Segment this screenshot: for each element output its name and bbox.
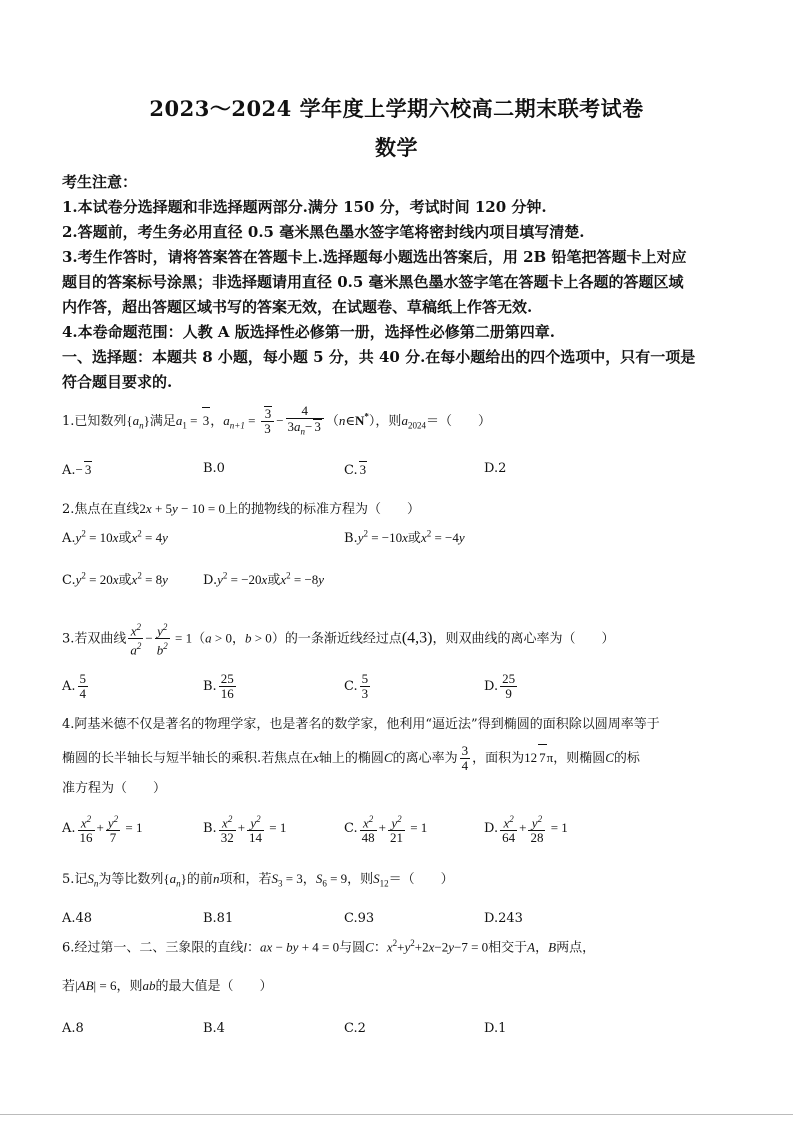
question-4-option-d[interactable]: D. $\frac{x^2}{64}$ + $\frac{y^2}{28}$ = 1	[484, 814, 568, 846]
question-6-line-2: 若|AB| = 6，则ab的最大值是（ ）	[62, 978, 273, 994]
question-4-option-a[interactable]: A. $\frac{x^2}{16}$ + $\frac{y^2}{7}$ = 1	[62, 814, 143, 846]
question-6-line-1: 6.经过第一、二、三象限的直线l：ax − by + 4 = 0与圆C：$x^2+y^2+2x-2y-7 = 0$相交于A，B两点，	[62, 938, 596, 956]
question-2-option-d[interactable]: $D.y^2 = -20x$或$x^2 = -8y$	[203, 570, 325, 588]
question-1-stem: 1.已知数列$\{a_n\}$满足$a_1 = 3$，$a_{n+1}$ = $\frac{3}{3}$ − $\frac{4}{3a_n- 3}$ （n∈N*），则$a_{2024}=$（ ）	[62, 403, 491, 437]
notice-item-4: 4.本卷命题范围：人教 A 版选择性必修第一册，选择性必修第二册第四章.	[62, 323, 555, 341]
question-4-line-1: 4.阿基米德不仅是著名的物理学家，也是著名的数学家，他利用“逼近法”得到椭圆的面积除以圆周率等于	[62, 717, 660, 732]
question-5-option-d[interactable]: D.243	[484, 911, 523, 926]
question-5-stem: 5.记$S_n$为等比数列$\{a_n\}$的前n项和，若$S_3 = 3$，$S_6 = 9$，则$S_{12}=$（ ）	[62, 871, 454, 889]
question-2-stem: 2.焦点在直线2x + 5y − 10 = 0上的抛物线的标准方程为（ ）	[62, 501, 420, 517]
question-3-option-c[interactable]: C. $\frac{5}{3}$	[344, 671, 369, 701]
question-1-option-c[interactable]: C. 3	[344, 462, 367, 478]
question-5-option-b[interactable]: B.81	[203, 911, 234, 926]
notice-item-3-line-1: 3.考生作答时，请将答案答在答题卡上.选择题每小题选出答案后，用 2B 铅笔把答题卡上对应	[62, 248, 687, 266]
question-6-option-a[interactable]: A.8	[62, 1021, 84, 1036]
question-3-stem: 3.若双曲线 $\frac{x^2}{a^2}$ − $\frac{y^2}{b^2}$ = 1（a > 0，b > 0）的一条渐近线经过点(4,3)，则双曲线的离心率为（ ）	[62, 622, 615, 658]
question-5-option-c[interactable]: C.93	[344, 911, 375, 926]
question-1-option-d[interactable]: D.2	[484, 461, 507, 476]
question-1-option-b[interactable]: B.0	[203, 461, 225, 476]
question-3-option-d[interactable]: D. $\frac{25}{9}$	[484, 671, 516, 701]
question-4-line-2: 椭圆的长半轴长与短半轴长的乘积.若焦点在x轴上的椭圆C的离心率为 $\frac{3}{4}$ ，面积为12 7π，则椭圆C的标	[62, 743, 640, 773]
notice-heading: 考生注意：	[62, 173, 138, 191]
subject-title: 数学	[375, 135, 418, 160]
question-5-option-a[interactable]: A.48	[62, 911, 93, 926]
notice-item-1: 1.本试卷分选择题和非选择题两部分.满分 150 分，考试时间 120 分钟.	[62, 198, 547, 216]
question-2-option-a[interactable]: $A.y^2 = 10x$或$x^2 = 4y$	[62, 528, 168, 546]
section-heading-line-1: 一、选择题：本题共 8 小题，每小题 5 分，共 40 分.在每小题给出的四个选项中，只有一项是	[62, 348, 696, 366]
question-4-line-3: 准方程为（ ）	[62, 781, 167, 796]
question-3-option-b[interactable]: B. $\frac{25}{16}$	[203, 671, 234, 701]
notice-item-3-line-3: 内作答，超出答题区域书写的答案无效，在试题卷、草稿纸上作答无效.	[62, 298, 533, 316]
exam-title: 2023～2024 学年度上学期六校高二期末联考试卷	[149, 96, 644, 121]
question-6-option-d[interactable]: D.1	[484, 1021, 507, 1036]
notice-item-2: 2.答题前，考生务必用直径 0.5 毫米黑色墨水签字笔将密封线内项目填写清楚.	[62, 223, 585, 241]
question-6-option-b[interactable]: B.4	[203, 1021, 225, 1036]
question-2-option-b[interactable]: $B.y^2 = -10x$或$x^2 = -4y$	[344, 528, 465, 546]
question-6-option-c[interactable]: C.2	[344, 1021, 366, 1036]
question-3-option-a[interactable]: A. $\frac{5}{4}$	[62, 671, 87, 701]
question-4-option-b[interactable]: B. $\frac{x^2}{32}$ + $\frac{y^2}{14}$ = 1	[203, 814, 287, 846]
page-bottom-divider	[0, 1114, 793, 1115]
question-4-option-c[interactable]: C. $\frac{x^2}{48}$ + $\frac{y^2}{21}$ = 1	[344, 814, 428, 846]
notice-item-3-line-2: 题目的答案标号涂黑；非选择题请用直径 0.5 毫米黑色墨水签字笔在答题卡上各题的答题区域	[62, 273, 684, 291]
section-heading-line-2: 符合题目要求的.	[62, 373, 173, 391]
question-2-option-c[interactable]: $C.y^2 = 20x$或$x^2 = 8y$	[62, 570, 168, 588]
question-1-option-a[interactable]: A.− 3	[62, 462, 92, 478]
